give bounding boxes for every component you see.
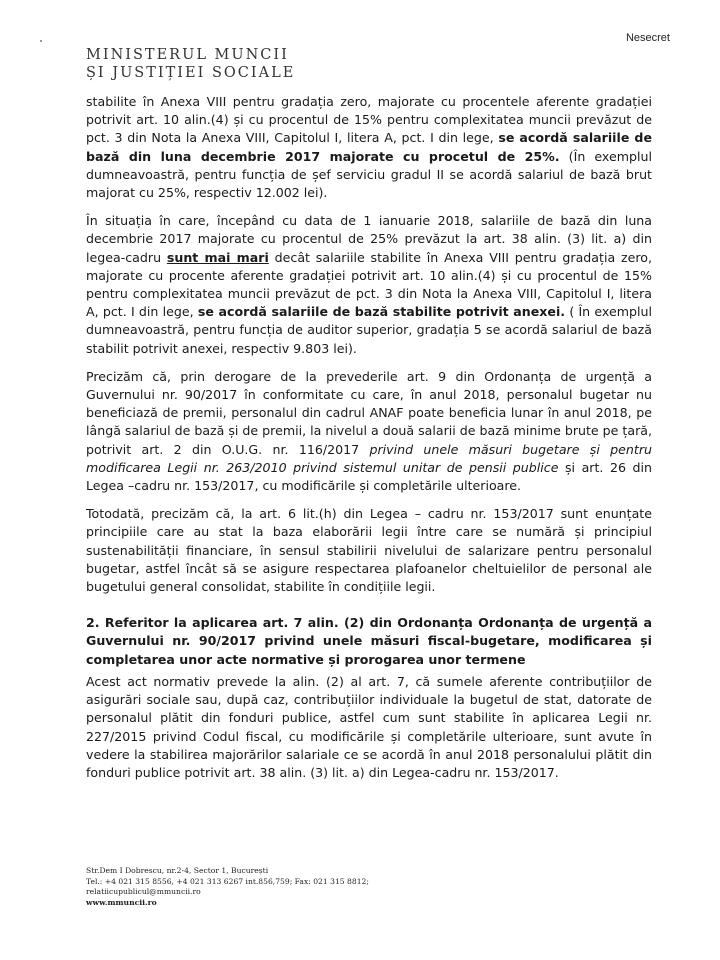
- ministry-logo: [86, 46, 295, 82]
- paragraph-2: [86, 212, 652, 358]
- footer-phone: Tel.: +4 021 315 8556, +4 021 313 6267 int.856,759; Fax: 021 315 8812;: [86, 876, 369, 886]
- footer-address: Str.Dem I Dobrescu, nr.2-4, Sector 1, București: [86, 866, 269, 875]
- scan-mark: [40, 40, 42, 42]
- paragraph-2-text-a: În situația în care, începând cu data de 1 ianuarie 2018, salariile de bază din luna decembrie 2017 majorate cu procentul de 25% prevăzut la art. 38 alin. (3) lit. a) din legea-cadru: [86, 213, 652, 265]
- section-2-body: Acest act normativ prevede la alin. (2) al art. 7, că sumele aferente contribuțiilor de asigurări sociale sau, după caz, contribuțiilor individuale la bugetul de stat, datorate de personalul plătit din fonduri publice, astfel cum sunt stabilite în aplicarea Legii nr. 227/2015 privind Codul fiscal, cu modificările și completările ulterioare, sunt avute în vedere la stabilirea majorărilor salariale ce se acordă în anul 2018 personalului plătit din fonduri publice potrivit art. 38 alin. (3) lit. a) din Legea-cadru nr. 153/2017.: [86, 673, 652, 780]
- paragraph-2-bold: se acordă salariile de bază stabilite potrivit anexei.: [197, 304, 566, 320]
- paragraph-4: Totodată, precizăm că, la art. 6 lit.(h) din Legea – cadru nr. 153/2017 sunt enunțate principiile care au stat la baza elaborării legii între care se numără și principiul sustenabilității financiare, în sensul stabilirii nivelului de salarizare pentru personalul bugetar, astfel încât să se asigure respectarea plafoanelor cheltuielilor de personal ale bugetului general consolidat, stabilite în condițiile legii.: [86, 506, 652, 595]
- paragraph-2-underlined: sunt mai mari: [166, 249, 269, 265]
- logo-line-2: ȘI JUSTIȚIEI SOCIALE: [86, 65, 296, 81]
- paragraph-3-italic: privind unele măsuri bugetare și pentru modificarea Legii nr. 263/2010 privind sistemul unitar de pensii publice: [86, 441, 652, 475]
- logo-line-1: MINISTERUL MUNCII: [86, 47, 289, 63]
- footer-contact: [86, 866, 369, 908]
- paragraph-2-text-b: decât salariile stabilite în Anexa VIII pentru gradația zero, majorate cu procente aferente gradației potrivit art. 10 alin.(4) și cu procentul de 15% pentru complexitatea muncii prevăzut de pct. 3 din Nota la Anexa VIII, Capitolul I, litera A, pct. I din lege,: [86, 249, 652, 320]
- section-2-heading: 2. Referitor la aplicarea art. 7 alin. (2) din Ordonanța Ordonanța de urgență a Guvernului nr. 90/2017 privind unele măsuri fiscal-bugetare, modificarea și completarea unor acte normative și prorogarea unor termene: [86, 615, 652, 667]
- paragraph-2-text-c: ( În exemplul dumneavoastră, pentru funcția de auditor superior, gradația 5 se acordă salariul de bază stabilit potrivit anexei, respectiv 9.803 lei).: [86, 304, 652, 356]
- paragraph-1-bold: se acordă salariile de bază din luna decembrie 2017 majorate cu procetul de 25%.: [86, 130, 652, 164]
- paragraph-1: [86, 93, 652, 202]
- paragraph-3-text-a: Precizăm că, prin derogare de la prevederile art. 9 din Ordonanța de urgență a Guvernului nr. 90/2017 în conformitate cu care, în anul 2018, personalul bugetar nu beneficiază de premii, personalul din cadrul ANAF poate beneficia lunar în anul 2018, pe lângă salariul de bază și de premii, la nivelul a două salarii de bază minime brute pe țară, potrivit art. 2 din O.U.G. nr. 116/2017: [86, 368, 652, 457]
- footer-email: relatiicupublicul@mmuncii.ro: [86, 887, 201, 896]
- paragraph-1-text-b: (În exemplul dumneavoastră, pentru funcția de șef serviciu gradul II se acordă salariul de bază brut majorat cu 25%, respectiv 12.002 lei).: [86, 148, 652, 201]
- paragraph-3: [86, 368, 652, 495]
- paragraph-1-text-a: stabilite în Anexa VIII pentru gradația zero, majorate cu procentele aferente gradației potrivit art. 10 alin.(4) și cu procentul de 15% pentru complexitatea muncii prevăzut de pct. 3 din Nota la Anexa VIII, Capitolul I, litera A, pct. I din lege,: [86, 94, 652, 146]
- classification-label: Nesecret: [625, 32, 670, 44]
- paragraph-3-text-b: și art. 26 din Legea –cadru nr. 153/2017, cu modificările și completările ulterioare.: [86, 459, 652, 494]
- footer-website: www.mmuncii.ro: [86, 897, 157, 907]
- document-body: [86, 93, 652, 792]
